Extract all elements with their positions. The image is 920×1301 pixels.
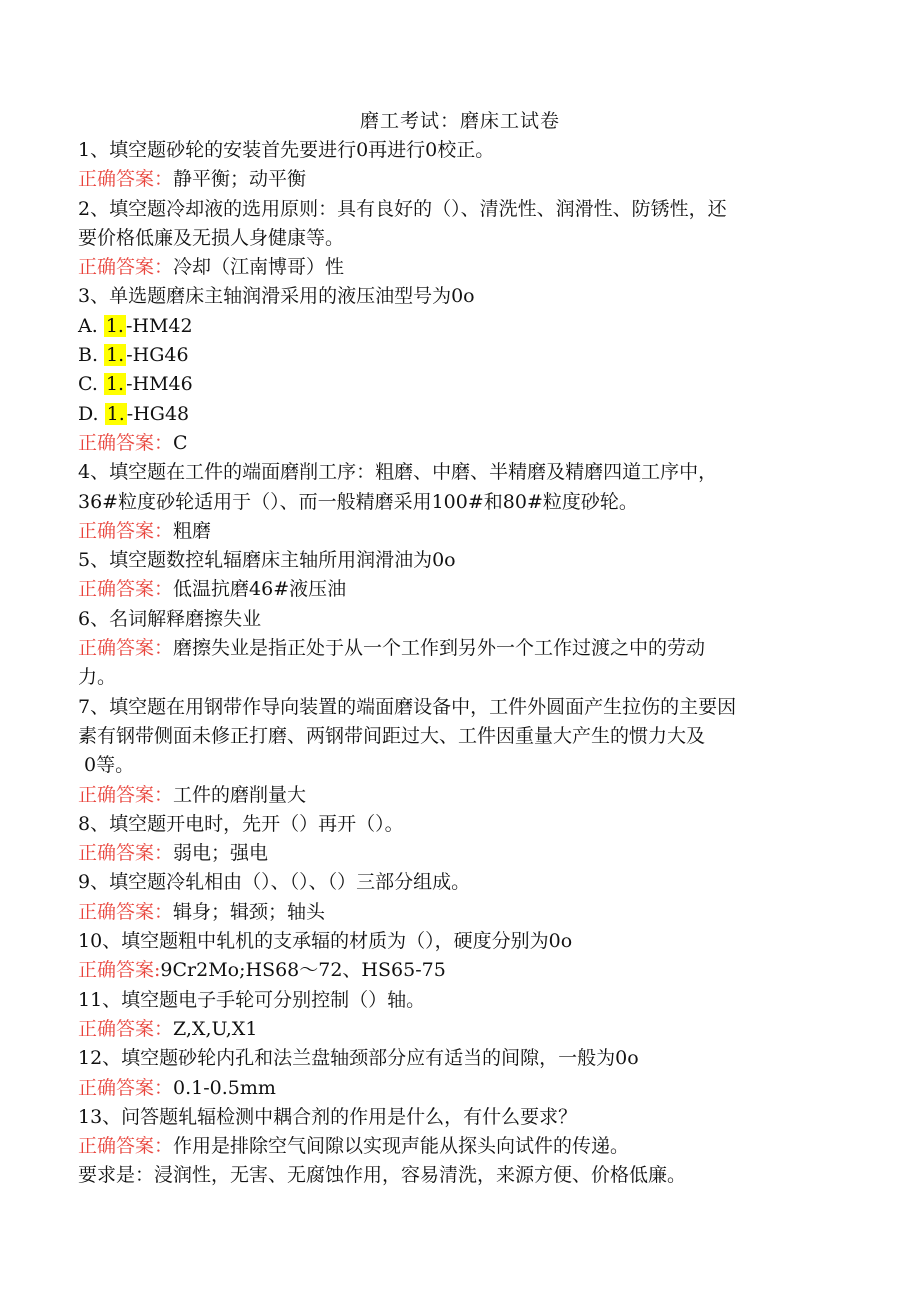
question-8: 8、填空题开电时，先开（）再开（）。	[78, 812, 404, 835]
question-2-line-2: 要价格低廉及无损人身健康等。	[78, 226, 345, 249]
answer-4	[78, 517, 838, 546]
highlighted-number: 1.	[106, 402, 125, 425]
option-d	[78, 400, 838, 429]
question-3: 3、单选题磨床主轴润滑采用的液压油型号为0o	[78, 285, 475, 308]
answer-label: 正确答案：	[78, 1076, 174, 1099]
option-letter: D.	[78, 402, 99, 425]
document-title: 磨工考试：磨床工试卷	[359, 110, 560, 132]
question-9: 9、填空题冷轧相由（）、（）、（）三部分组成。	[78, 871, 471, 894]
answer-text: 作用是排除空气间隙以实现声能从探头向试件的传递。	[173, 1135, 630, 1158]
answer-10	[78, 956, 838, 985]
answer-text: 低温抗磨46#液压油	[173, 578, 347, 601]
option-text: -HM46	[126, 373, 193, 396]
question-6: 6、名词解释磨擦失业	[78, 607, 262, 630]
answer-text: 冷却（江南博哥）性	[173, 256, 345, 279]
question-4-line-1: 4、填空题在工件的端面磨削工序：粗磨、中磨、半精磨及精磨四道工序中，	[78, 461, 718, 484]
question-5: 5、填空题数控轧辐磨床主轴所用润滑油为0o	[78, 549, 456, 572]
answer-label: 正确答案：	[78, 1017, 174, 1040]
answer-label: 正确答案：	[78, 168, 174, 191]
question-4-line-2: 36#粒度砂轮适用于（）、而一般精磨采用100#和80#粒度砂轮。	[78, 490, 638, 513]
answer-7	[78, 781, 838, 810]
highlighted-number: 1.	[105, 373, 125, 396]
answer-label: 正确答案：	[78, 637, 174, 660]
answer-text: 弱电；强电	[173, 842, 269, 865]
answer-9	[78, 898, 838, 927]
answer-11	[78, 1015, 838, 1044]
option-text: -HG48	[126, 402, 190, 425]
answer-text: 0.1-0.5mm	[173, 1076, 276, 1099]
option-text: -HG46	[126, 344, 189, 367]
answer-text: 工件的磨削量大	[173, 783, 307, 806]
option-letter: A.	[78, 314, 98, 337]
answer-13-continued: 要求是：浸润性，无害、无腐蚀作用，容易清洗，来源方便、价格低廉。	[78, 1164, 687, 1187]
question-12: 12、填空题砂轮内孔和法兰盘轴颈部分应有适当的间隙，一般为0o	[78, 1047, 639, 1070]
answer-6-continued: 力。	[78, 666, 117, 689]
answer-13	[78, 1132, 838, 1161]
question-11: 11、填空题电子手轮可分别控制（）轴。	[78, 988, 426, 1011]
highlighted-number: 1.	[105, 314, 124, 337]
question-7-line-2: 素有钢带侧面未修正打磨、两钢带间距过大、工件因重量大产生的惯力大及	[78, 724, 706, 747]
option-b	[78, 341, 838, 370]
question-1: 1、填空题砂轮的安装首先要进行0再进行0校正。	[78, 139, 495, 161]
question-13: 13、问答题轧辐检测中耦合剂的作用是什么，有什么要求？	[78, 1105, 578, 1128]
question-2-line-1: 2、填空题冷却液的选用原则：具有良好的（）、清洗性、润滑性、防锈性，还	[78, 197, 727, 220]
answer-label: 正确答案：	[78, 431, 174, 454]
answer-label: 正确答案：	[78, 256, 174, 279]
answer-label: 正确答案:	[78, 959, 161, 982]
answer-2	[78, 253, 838, 282]
answer-label: 正确答案：	[78, 783, 174, 806]
question-7-line-1: 7、填空题在用钢带作导向装置的端面磨设备中，工件外圆面产生拉伤的主要因	[78, 695, 737, 718]
option-c	[78, 370, 838, 399]
question-7-line-3: 0等。	[78, 754, 135, 777]
answer-text: 粗磨	[173, 519, 212, 542]
answer-5	[78, 575, 838, 604]
answer-text: 静平衡；动平衡	[173, 168, 307, 191]
answer-label: 正确答案：	[78, 842, 174, 865]
question-10: 10、填空题粗中轧机的支承辐的材质为（），硬度分别为0o	[78, 930, 573, 953]
answer-label: 正确答案：	[78, 1135, 174, 1158]
answer-3	[78, 429, 838, 458]
answer-text: 磨擦失业是指正处于从一个工作到另外一个工作过渡之中的劳动	[173, 637, 706, 660]
question-list	[78, 136, 838, 1191]
answer-label: 正确答案：	[78, 578, 174, 601]
answer-label: 正确答案：	[78, 519, 174, 542]
answer-text: 9Cr2Mo;HS68～72、HS65-75	[160, 959, 446, 982]
answer-text: 辑身；辑颈；轴头	[173, 900, 326, 923]
option-text: -HM42	[125, 314, 193, 337]
option-letter: B.	[78, 344, 99, 367]
highlighted-number: 1.	[106, 344, 125, 367]
answer-6	[78, 634, 838, 663]
answer-12	[78, 1074, 838, 1103]
answer-label: 正确答案：	[78, 900, 174, 923]
answer-text: C	[173, 431, 188, 454]
option-letter: C.	[78, 373, 98, 396]
answer-text: Z,X,U,X1	[173, 1017, 258, 1040]
option-a	[78, 312, 838, 341]
answer-1	[78, 165, 838, 194]
answer-8	[78, 839, 838, 868]
